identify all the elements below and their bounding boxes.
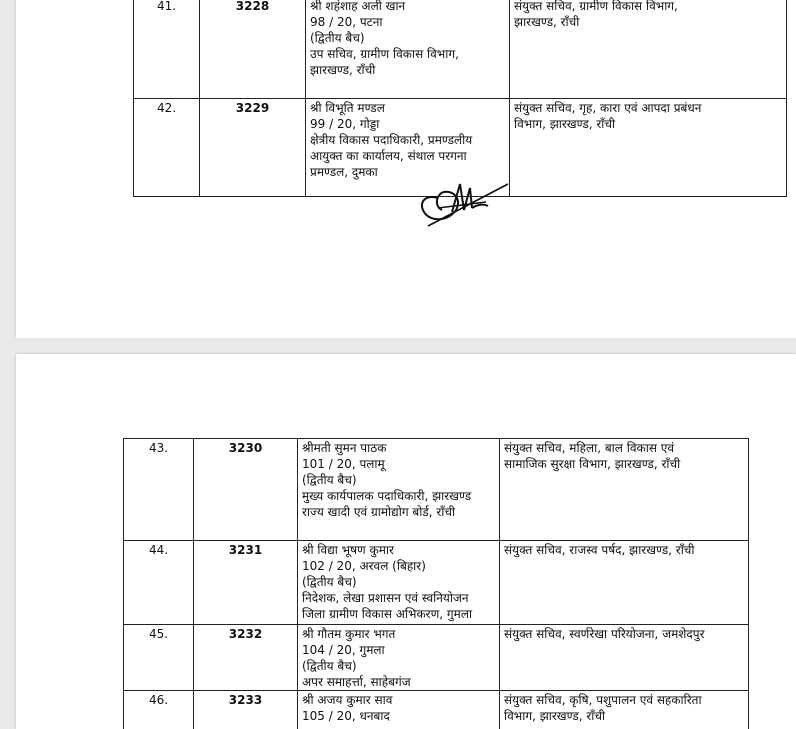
code-cell: 3232: [194, 625, 298, 691]
officer-details-cell: श्री विद्या भूषण कुमार 102 / 20, अरवल (बिहार) (द्वितीय बैच) निदेशक, लेखा प्रशासन एवं स्वनियोजन जिला ग्रामीण विकास अभिकरण, गुमला: [298, 541, 500, 625]
code-cell: 3230: [194, 439, 298, 541]
new-posting-cell: संयुक्त सचिव, कृषि, पशुपालन एवं सहकारिता विभाग, झारखण्ड, राँची: [500, 691, 749, 729]
new-posting-cell: संयुक्त सचिव, स्वर्णरेखा परियोजना, जमशेदपुर: [500, 625, 749, 691]
document-page-2: [16, 354, 796, 729]
table-row: [134, 0, 787, 99]
code-cell: 3231: [194, 541, 298, 625]
new-posting-cell: संयुक्त सचिव, महिला, बाल विकास एवं सामाजिक सुरक्षा विभाग, झारखण्ड, राँची: [500, 439, 749, 541]
officer-details-cell: श्रीमती सुमन पाठक 101 / 20, पलामू (द्वितीय बैच) मुख्य कार्यपालक पदाधिकारी, झारखण्ड राज्य खादी एवं ग्रामोद्योग बोर्ड, राँची: [298, 439, 500, 541]
new-posting-cell: संयुक्त सचिव, गृह, कारा एवं आपदा प्रबंधन विभाग, झारखण्ड, राँची: [510, 99, 787, 197]
serial-cell: 46.: [124, 691, 194, 729]
code-cell: 3229: [200, 99, 306, 197]
serial-cell: 41.: [134, 0, 200, 99]
serial-cell: 42.: [134, 99, 200, 197]
code-cell: 3233: [194, 691, 298, 729]
signature-image: [408, 164, 518, 234]
table-row: [124, 541, 749, 625]
document-page-1: [16, 0, 796, 338]
code-cell: 3228: [200, 0, 306, 99]
serial-cell: 44.: [124, 541, 194, 625]
serial-cell: 43.: [124, 439, 194, 541]
officer-details-cell: श्री विभूति मण्डल 99 / 20, गोड्डा क्षेत्रीय विकास पदाधिकारी, प्रमण्डलीय आयुक्त का कार्यालय, संथाल परगना प्रमण्डल, दुमका: [306, 99, 510, 197]
posting-table-page-2: [123, 438, 749, 729]
new-posting-cell: संयुक्त सचिव, राजस्व पर्षद, झारखण्ड, राँची: [500, 541, 749, 625]
table-row: [124, 691, 749, 729]
new-posting-cell: संयुक्त सचिव, ग्रामीण विकास विभाग, झारखण्ड, राँची: [510, 0, 787, 99]
serial-cell: 45.: [124, 625, 194, 691]
officer-details-cell: श्री गौतम कुमार भगत 104 / 20, गुमला (द्वितीय बैच) अपर समाहर्त्ता, साहेबगंज: [298, 625, 500, 691]
table-row: [124, 625, 749, 691]
table-row: [124, 439, 749, 541]
officer-details-cell: श्री अजय कुमार साव 105 / 20, धनबाद: [298, 691, 500, 729]
officer-details-cell: श्री शहंशाह अली खान 98 / 20, पटना (द्वितीय बैच) उप सचिव, ग्रामीण विकास विभाग, झारखण्ड, राँची: [306, 0, 510, 99]
page-separator: [0, 338, 796, 354]
